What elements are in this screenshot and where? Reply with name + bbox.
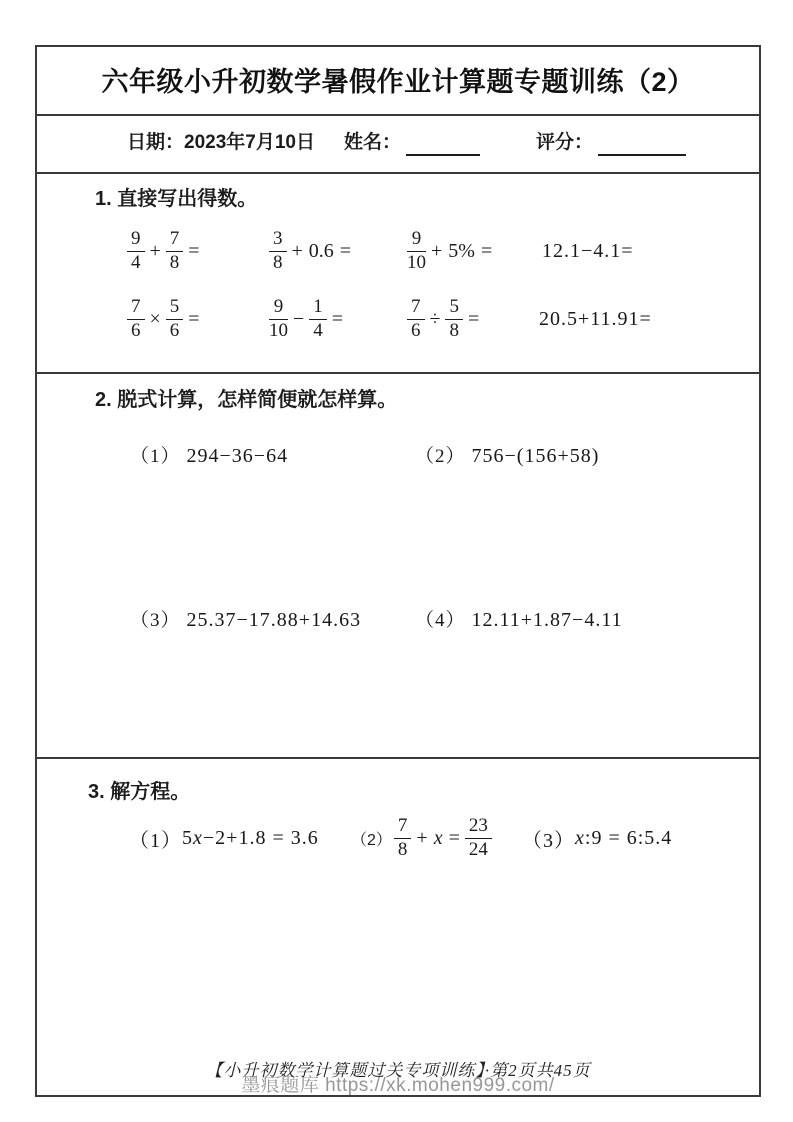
variable-x: x [433,826,443,849]
calc-problem-1-2: $\frac{3}{8}$ + 0.6 = [267,228,354,274]
problem-label: （1） [129,829,182,852]
fraction: $\frac{9}{4}$ [127,229,145,273]
fraction: $\frac{1}{4}$ [309,297,327,341]
equation-3-2: （2） $\frac{7}{8}$ + x = $\frac{23}{24}$ [351,809,494,867]
score-field [536,130,686,156]
problem-expression: 25.37−17.88+14.63 [186,609,362,631]
fraction: $\frac{7}{8}$ [166,229,184,273]
calc-problem-2-3 [130,605,361,632]
score-label: 评分： [536,132,594,153]
calc-problem-1-6: $\frac{9}{10}$ − $\frac{1}{4}$ = [269,295,344,341]
name-field [344,130,480,156]
worksheet-page [35,45,761,1097]
calc-problem-1-1: $\frac{9}{4}$ + $\frac{7}{8}$ = [125,228,203,274]
fraction: $\frac{23}{24}$ [465,816,492,860]
divider-under-title [37,114,759,116]
problem-expression: 294−36−64 [186,445,289,467]
equation-3-3: （3） x :9 = 6:5.4 [522,809,672,867]
fraction: $\frac{7}{8}$ [394,816,412,860]
problem-expression: 756−(156+58) [471,445,600,467]
name-blank-underline [406,135,480,156]
variable-x: x [193,826,203,849]
name-label: 姓名： [344,132,402,153]
problem-expression: 12.11+1.87−4.11 [471,609,623,631]
problem-label: （1） [130,446,181,467]
footer-text: 【小升初数学计算题过关专项训练】·第2页共45页 [205,1061,591,1080]
fraction: $\frac{7}{6}$ [407,297,425,341]
fraction: $\frac{5}{8}$ [445,297,463,341]
fraction: $\frac{9}{10}$ [269,295,288,341]
watermark-text: 墨痕题库 https://xk.mohen999.com/ [241,1075,555,1096]
section-1-title: 1. 直接写出得数。 [95,188,258,210]
fraction: $\frac{7}{6}$ [127,297,145,341]
calc-problem-1-4: 12.1−4.1= [542,240,634,262]
fraction: $\frac{5}{6}$ [166,297,184,341]
calc-problem-1-8: 20.5+11.91= [539,308,652,330]
section-3-title: 3. 解方程。 [88,781,191,803]
problem-label: （3） [130,610,181,631]
divider-under-info [37,172,759,174]
problem-label: （4） [415,610,466,631]
problem-label: （3） [522,829,575,852]
calc-problem-1-5: $\frac{7}{6}$ × $\frac{5}{6}$ = [125,296,203,342]
calc-problem-1-7: $\frac{7}{6}$ ÷ $\frac{5}{8}$ = [405,296,482,342]
problem-label: （2） [351,831,392,849]
calc-problem-2-4 [415,605,623,632]
problem-label: （2） [415,446,466,467]
date-field: 日期：2023年7月10日 [127,132,315,153]
calc-problem-2-2 [415,441,599,468]
divider-under-section2 [37,757,759,759]
fraction: $\frac{9}{10}$ [407,227,426,273]
divider-under-section1 [37,372,759,374]
page-title: 六年级小升初数学暑假作业计算题专题训练（2） [101,67,695,97]
score-blank-underline [598,135,686,156]
calc-problem-2-1 [130,441,288,468]
variable-x: x [575,826,585,849]
fraction: $\frac{3}{8}$ [269,229,287,273]
equation-3-1: （1） 5 x −2+1.8 = 3.6 [129,809,319,867]
section-2-title: 2. 脱式计算，怎样简便就怎样算。 [95,389,398,411]
calc-problem-1-3: $\frac{9}{10}$ + 5% = [407,227,493,273]
info-row [37,130,759,162]
